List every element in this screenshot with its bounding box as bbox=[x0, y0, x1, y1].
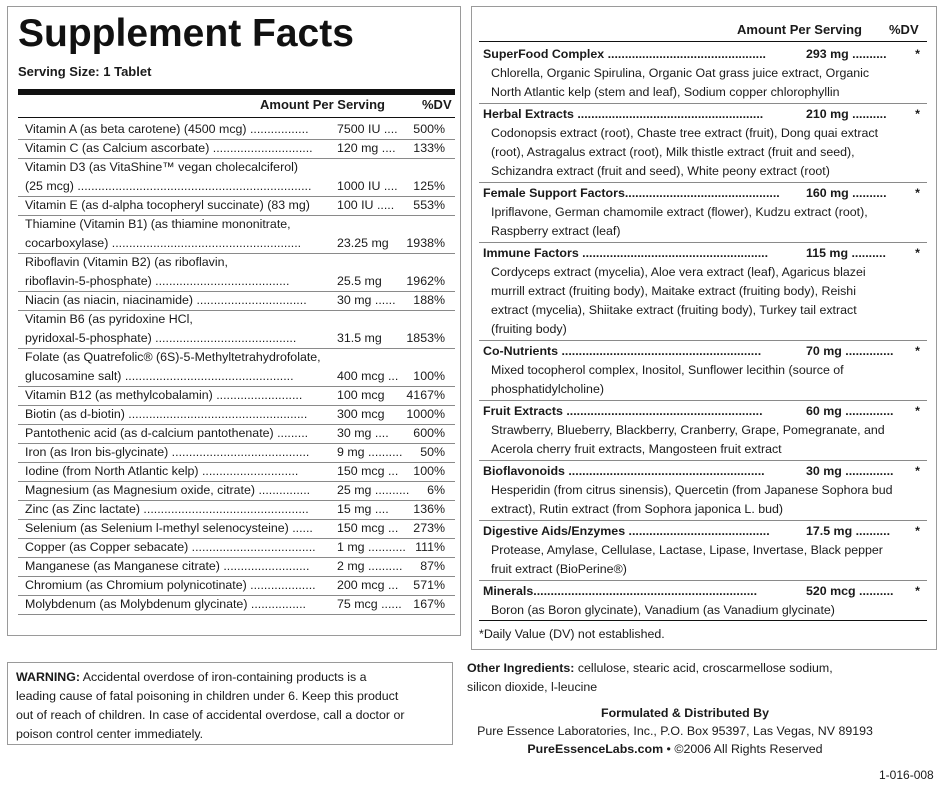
nutrient-row-line bbox=[25, 234, 445, 253]
nutrient-name: Pantothenic acid (as d-calcium pantothenate) ......... bbox=[25, 426, 309, 440]
nutrient-dv: 100% bbox=[413, 464, 445, 478]
nutrient-row-line bbox=[25, 481, 445, 500]
blend-name: Minerals................................................................. bbox=[483, 584, 758, 598]
nutrient-name: Niacin (as niacin, niacinamide) ................................ bbox=[25, 293, 307, 307]
nutrient-dv: 4167% bbox=[406, 388, 445, 402]
nutrient-name: Vitamin C (as Calcium ascorbate) ............................. bbox=[25, 141, 313, 155]
blend-amount: 30 mg .............. bbox=[806, 464, 894, 478]
nutrient-amount: 300 mcg bbox=[337, 407, 385, 421]
nutrient-row-line bbox=[25, 386, 445, 405]
warning-line-3: out of reach of children. In case of accidental overdose, call a doctor or bbox=[16, 708, 405, 722]
blend-divider bbox=[479, 340, 927, 341]
blend-divider bbox=[479, 182, 927, 183]
blend-dv-star: * bbox=[915, 186, 920, 200]
warning-text-1: Accidental overdose of iron-containing products is a bbox=[80, 670, 367, 684]
nutrient-row-line bbox=[25, 443, 445, 462]
nutrient-name: Iron (as Iron bis-glycinate) ........................................ bbox=[25, 445, 310, 459]
blend-ingredients: Schizandra extract (fruit and seed), White peony extract (root) bbox=[491, 164, 830, 178]
nutrient-dv: 87% bbox=[420, 559, 445, 573]
blend-divider bbox=[479, 103, 927, 104]
nutrient-dv: 1962% bbox=[406, 274, 445, 288]
nutrient-dv: 188% bbox=[413, 293, 445, 307]
blend-dv-star: * bbox=[915, 47, 920, 61]
nutrient-row-line bbox=[25, 291, 445, 310]
blend-ingredients: Ipriflavone, German chamomile extract (flower), Kudzu extract (root), bbox=[491, 205, 868, 219]
nutrient-amount: 100 IU ..... bbox=[337, 198, 395, 212]
nutrient-amount: 31.5 mg bbox=[337, 331, 382, 345]
nutrient-dv: 553% bbox=[413, 198, 445, 212]
left-amount-header: Amount Per Serving bbox=[260, 97, 385, 112]
nutrient-row-line bbox=[25, 557, 445, 576]
blend-dv-star: * bbox=[915, 344, 920, 358]
blend-name: Immune Factors ...................................................... bbox=[483, 246, 769, 260]
nutrient-amount: 400 mcg ... bbox=[337, 369, 399, 383]
nutrient-row-line bbox=[25, 177, 445, 196]
blend-amount: 210 mg .......... bbox=[806, 107, 887, 121]
nutrient-name: glucosamine salt) ................................................. bbox=[25, 369, 294, 383]
warning-label: WARNING: bbox=[16, 670, 81, 684]
warning-line-2: leading cause of fatal poisoning in children under 6. Keep this product bbox=[16, 689, 399, 703]
nutrient-row-line bbox=[25, 367, 445, 386]
blend-ingredients: North Atlantic kelp (stem and leaf), Sodium copper chlorophyllin bbox=[491, 85, 840, 99]
blend-name: Fruit Extracts ......................................................... bbox=[483, 404, 763, 418]
blend-divider bbox=[479, 520, 927, 521]
blend-divider bbox=[479, 460, 927, 461]
nutrient-amount: 23.25 mg bbox=[337, 236, 389, 250]
nutrient-row-line bbox=[25, 500, 445, 519]
right-amount-header: Amount Per Serving bbox=[737, 22, 862, 37]
nutrient-amount: 15 mg .... bbox=[337, 502, 389, 516]
nutrient-dv: 111% bbox=[415, 540, 445, 554]
nutrient-row-line bbox=[25, 215, 445, 234]
nutrient-row-line bbox=[25, 424, 445, 443]
blend-ingredients: Hesperidin (from citrus sinensis), Quercetin (from Japanese Sophora bud bbox=[491, 483, 893, 497]
nutrient-row-line bbox=[25, 120, 445, 139]
blend-ingredients: (fruiting body) bbox=[491, 322, 567, 336]
nutrient-dv: 125% bbox=[413, 179, 445, 193]
left-thick-rule bbox=[18, 89, 455, 95]
blend-ingredients: Raspberry extract (leaf) bbox=[491, 224, 621, 238]
nutrient-dv: 1853% bbox=[406, 331, 445, 345]
blend-amount: 70 mg .............. bbox=[806, 344, 894, 358]
blend-name: Herbal Extracts ...................................................... bbox=[483, 107, 764, 121]
warning-line-1 bbox=[16, 668, 367, 687]
nutrient-amount: 150 mcg ... bbox=[337, 521, 399, 535]
blend-dv-star: * bbox=[915, 246, 920, 260]
nutrient-row-line bbox=[25, 310, 445, 329]
right-dv-header: %DV bbox=[889, 22, 919, 37]
blend-amount: 17.5 mg .......... bbox=[806, 524, 891, 538]
nutrient-row-line bbox=[25, 595, 445, 614]
blend-dv-star: * bbox=[915, 464, 920, 478]
nutrient-row-line bbox=[25, 139, 445, 158]
nutrient-row-line bbox=[25, 196, 445, 215]
blend-name: Female Support Factors............................................. bbox=[483, 186, 780, 200]
nutrient-amount: 1000 IU .... bbox=[337, 179, 398, 193]
nutrient-name: Thiamine (Vitamin B1) (as thiamine mononitrate, bbox=[25, 217, 291, 231]
right-bottom-rule bbox=[479, 620, 927, 621]
blend-ingredients: fruit extract (BioPerine®) bbox=[491, 562, 627, 576]
blend-divider bbox=[479, 580, 927, 581]
serving-size: Serving Size: 1 Tablet bbox=[18, 64, 152, 79]
blend-ingredients: extract), Rutin extract (from Sophora japonica L. bud) bbox=[491, 502, 784, 516]
blend-name: SuperFood Complex .............................................. bbox=[483, 47, 766, 61]
nutrient-dv: 133% bbox=[413, 141, 445, 155]
nutrient-name: Riboflavin (Vitamin B2) (as riboflavin, bbox=[25, 255, 228, 269]
dv-note: *Daily Value (DV) not established. bbox=[479, 627, 665, 641]
other-ingredients-label: Other Ingredients: bbox=[467, 661, 575, 675]
other-ingredients-text-1: cellulose, stearic acid, croscarmellose sodium, bbox=[574, 661, 833, 675]
left-dv-header: %DV bbox=[422, 97, 452, 112]
blend-name: Bioflavonoids ......................................................... bbox=[483, 464, 765, 478]
other-ingredients-line-2: silicon dioxide, l-leucine bbox=[467, 680, 598, 694]
nutrient-row-line bbox=[25, 329, 445, 348]
nutrient-name: (25 mcg) .................................................................... bbox=[25, 179, 312, 193]
nutrient-name: Iodine (from North Atlantic kelp) ............................ bbox=[25, 464, 299, 478]
blend-name: Digestive Aids/Enzymes ......................................... bbox=[483, 524, 770, 538]
blend-divider bbox=[479, 242, 927, 243]
blend-ingredients: Cordyceps extract (mycelia), Aloe vera extract (leaf), Agaricus blazei bbox=[491, 265, 866, 279]
nutrient-dv: 6% bbox=[427, 483, 445, 497]
blend-ingredients: (root), Astragalus extract (root), Milk thistle extract (fruit and seed), bbox=[491, 145, 855, 159]
nutrient-row-line bbox=[25, 348, 445, 367]
nutrient-name: Folate (as Quatrefolic® (6S)-5-Methyltetrahydrofolate, bbox=[25, 350, 321, 364]
nutrient-dv: 571% bbox=[413, 578, 445, 592]
nutrient-dv: 50% bbox=[420, 445, 445, 459]
blend-divider bbox=[479, 400, 927, 401]
nutrient-name: Magnesium (as Magnesium oxide, citrate) ............... bbox=[25, 483, 311, 497]
nutrient-dv: 1938% bbox=[406, 236, 445, 250]
nutrient-name: Manganese (as Manganese citrate) ......................... bbox=[25, 559, 310, 573]
distributor-address: Pure Essence Laboratories, Inc., P.O. Box 95397, Las Vegas, NV 89193 bbox=[477, 724, 873, 738]
blend-ingredients: Chlorella, Organic Spirulina, Organic Oat grass juice extract, Organic bbox=[491, 66, 870, 80]
nutrient-amount: 1 mg ........... bbox=[337, 540, 406, 554]
blend-ingredients: phosphatidylcholine) bbox=[491, 382, 604, 396]
nutrient-row-line bbox=[25, 272, 445, 291]
nutrient-row-line bbox=[25, 158, 445, 177]
website-link[interactable]: PureEssenceLabs.com bbox=[527, 742, 664, 756]
blend-amount: 60 mg .............. bbox=[806, 404, 894, 418]
nutrient-name: Chromium (as Chromium polynicotinate) ................... bbox=[25, 578, 316, 592]
copyright-text: • ©2006 All Rights Reserved bbox=[663, 742, 823, 756]
supplement-facts-title: Supplement Facts bbox=[18, 12, 354, 55]
nutrient-name: riboflavin-5-phosphate) ....................................... bbox=[25, 274, 290, 288]
nutrient-name: Vitamin A (as beta carotene) (4500 mcg) ................. bbox=[25, 122, 309, 136]
nutrient-name: Molybdenum (as Molybdenum glycinate) ................ bbox=[25, 597, 306, 611]
nutrient-dv: 600% bbox=[413, 426, 445, 440]
right-header-rule bbox=[479, 41, 927, 42]
nutrient-dv: 273% bbox=[413, 521, 445, 535]
nutrient-name: Vitamin D3 (as VitaShine™ vegan cholecalciferol) bbox=[25, 160, 298, 174]
nutrient-name: Selenium (as Selenium l-methyl selenocysteine) ...... bbox=[25, 521, 313, 535]
blend-name: Co-Nutrients .......................................................... bbox=[483, 344, 762, 358]
nutrient-dv: 136% bbox=[413, 502, 445, 516]
product-code: 1-016-008 bbox=[879, 768, 934, 782]
nutrient-name: Vitamin E (as d-alpha tocopheryl succinate) (83 mg) bbox=[25, 198, 310, 212]
nutrient-amount: 150 mcg ... bbox=[337, 464, 399, 478]
blend-ingredients: murrill extract (fruiting body), Maitake extract (fruiting body), Reishi bbox=[491, 284, 856, 298]
nutrient-amount: 9 mg .......... bbox=[337, 445, 403, 459]
blend-amount: 293 mg .......... bbox=[806, 47, 887, 61]
nutrient-name: Biotin (as d-biotin) .................................................... bbox=[25, 407, 308, 421]
blend-amount: 520 mcg .......... bbox=[806, 584, 894, 598]
nutrient-amount: 30 mg ...... bbox=[337, 293, 396, 307]
blend-dv-star: * bbox=[915, 584, 920, 598]
nutrient-row-line bbox=[25, 253, 445, 272]
nutrient-divider bbox=[18, 614, 455, 615]
blend-ingredients: Acerola cherry fruit extracts, Mangosteen fruit extract bbox=[491, 442, 782, 456]
distributor-web-line bbox=[0, 740, 944, 759]
nutrient-row-line bbox=[25, 462, 445, 481]
nutrient-name: Vitamin B12 (as methylcobalamin) ......................... bbox=[25, 388, 303, 402]
nutrient-name: Vitamin B6 (as pyridoxine HCl, bbox=[25, 312, 193, 326]
blend-dv-star: * bbox=[915, 107, 920, 121]
blend-dv-star: * bbox=[915, 524, 920, 538]
other-ingredients-line-1 bbox=[467, 659, 833, 678]
nutrient-amount: 25 mg .......... bbox=[337, 483, 410, 497]
nutrient-amount: 30 mg .... bbox=[337, 426, 389, 440]
nutrient-row-line bbox=[25, 519, 445, 538]
nutrient-row-line bbox=[25, 576, 445, 595]
blend-ingredients: Codonopsis extract (root), Chaste tree extract (fruit), Dong quai extract bbox=[491, 126, 879, 140]
distributor-heading: Formulated & Distributed By bbox=[601, 706, 769, 720]
blend-amount: 115 mg .......... bbox=[806, 246, 886, 260]
warning-line-4: poison control center immediately. bbox=[16, 727, 204, 741]
nutrient-row-line bbox=[25, 538, 445, 557]
nutrient-amount: 120 mg .... bbox=[337, 141, 396, 155]
blend-ingredients: Boron (as Boron glycinate), Vanadium (as Vanadium glycinate) bbox=[491, 603, 835, 617]
blend-dv-star: * bbox=[915, 404, 920, 418]
nutrient-dv: 167% bbox=[413, 597, 445, 611]
nutrient-amount: 100 mcg bbox=[337, 388, 385, 402]
nutrient-amount: 75 mcg ...... bbox=[337, 597, 402, 611]
nutrient-name: Zinc (as Zinc lactate) ................................................ bbox=[25, 502, 309, 516]
nutrient-amount: 2 mg .......... bbox=[337, 559, 403, 573]
left-header-rule bbox=[18, 117, 455, 118]
nutrient-amount: 7500 IU .... bbox=[337, 122, 398, 136]
nutrient-dv: 500% bbox=[413, 122, 445, 136]
blend-ingredients: Mixed tocopherol complex, Inositol, Sunflower lecithin (source of bbox=[491, 363, 844, 377]
blend-ingredients: extract (mycelia), Shiitake extract (fruiting body), Turkey tail extract bbox=[491, 303, 857, 317]
nutrient-name: pyridoxal-5-phosphate) ......................................... bbox=[25, 331, 297, 345]
blend-ingredients: Protease, Amylase, Cellulase, Lactase, Lipase, Invertase, Black pepper bbox=[491, 543, 883, 557]
nutrient-amount: 200 mcg ... bbox=[337, 578, 399, 592]
nutrient-name: Copper (as Copper sebacate) .................................... bbox=[25, 540, 316, 554]
nutrient-dv: 1000% bbox=[406, 407, 445, 421]
nutrient-amount: 25.5 mg bbox=[337, 274, 382, 288]
nutrient-dv: 100% bbox=[413, 369, 445, 383]
nutrient-row-line bbox=[25, 405, 445, 424]
nutrient-name: cocarboxylase) ....................................................... bbox=[25, 236, 302, 250]
blend-amount: 160 mg .......... bbox=[806, 186, 887, 200]
blend-ingredients: Strawberry, Blueberry, Blackberry, Cranberry, Grape, Pomegranate, and bbox=[491, 423, 885, 437]
